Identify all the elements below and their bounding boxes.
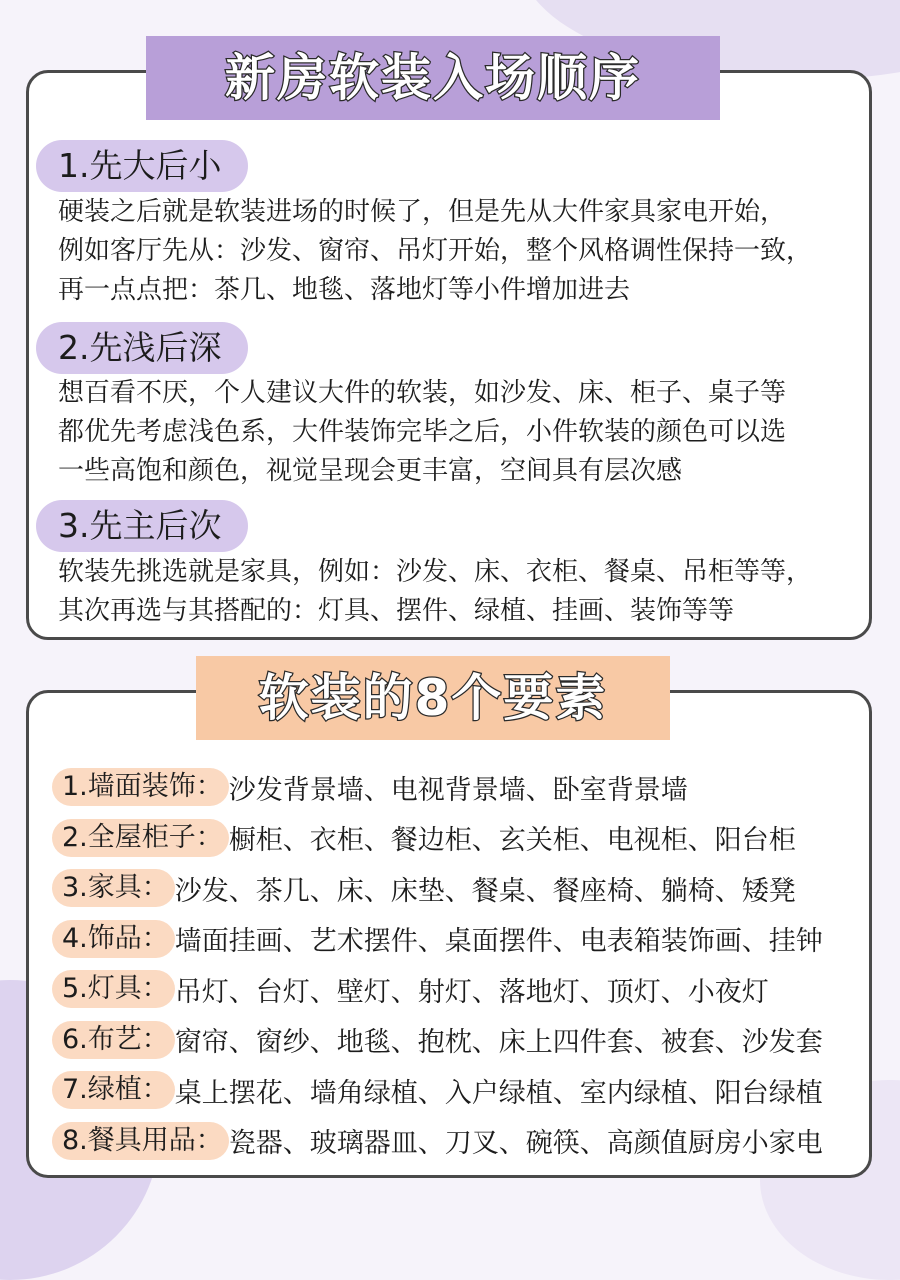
element-value: 吊灯、台灯、壁灯、射灯、落地灯、顶灯、小夜灯 (174, 976, 769, 1008)
element-row (52, 863, 868, 914)
paragraph-line: 都优先考虑浅色系，大件装饰完毕之后，小件软装的颜色可以选 (58, 417, 787, 447)
element-value: 墙面挂画、艺术摆件、桌面摆件、电表箱装饰画、挂钟 (174, 926, 823, 958)
element-row (52, 914, 868, 965)
element-value: 瓷器、玻璃器皿、刀叉、碗筷、高颜值厨房小家电 (228, 1128, 823, 1160)
section1-heading-3: 3.先主后次 (36, 500, 248, 552)
section1-title: 新房软装入场顺序 (146, 36, 720, 120)
paragraph-line: 软装先挑选就是家具，例如：沙发、床、衣柜、餐桌、吊柜等等， (58, 557, 813, 587)
element-value: 窗帘、窗纱、地毯、抱枕、床上四件套、被套、沙发套 (174, 1027, 823, 1059)
element-value: 橱柜、衣柜、餐边柜、玄关柜、电视柜、阳台柜 (228, 825, 796, 857)
element-label: 1.墙面装饰： (52, 768, 229, 806)
section1-paragraph-1 (58, 193, 873, 310)
element-row (52, 964, 868, 1015)
paragraph-line: 其次再选与其搭配的：灯具、摆件、绿植、挂画、装饰等等 (58, 596, 735, 626)
element-row (52, 762, 868, 813)
elements-list (52, 762, 868, 1166)
paragraph-line: 硬装之后就是软装进场的时候了，但是先从大件家具家电开始， (58, 197, 787, 227)
element-label: 5.灯具： (52, 970, 175, 1008)
element-row (52, 813, 868, 864)
element-value: 沙发、茶几、床、床垫、餐桌、餐座椅、躺椅、矮凳 (174, 875, 796, 907)
element-label: 8.餐具用品： (52, 1122, 229, 1160)
paragraph-line: 例如客厅先从：沙发、窗帘、吊灯开始，整个风格调性保持一致， (58, 236, 813, 266)
section1-heading-2: 2.先浅后深 (36, 322, 248, 374)
element-value: 沙发背景墙、电视背景墙、卧室背景墙 (228, 774, 688, 806)
paragraph-line: 一些高饱和颜色，视觉呈现会更丰富，空间具有层次感 (58, 456, 683, 486)
element-label: 3.家具： (52, 869, 175, 907)
section2-title: 软装的8个要素 (196, 656, 670, 740)
element-row (52, 1116, 868, 1167)
element-label: 4.饰品： (52, 920, 175, 958)
element-row (52, 1015, 868, 1066)
section1-paragraph-2 (58, 374, 873, 491)
section1-heading-1: 1.先大后小 (36, 140, 248, 192)
element-label: 6.布艺： (52, 1021, 175, 1059)
element-value: 桌上摆花、墙角绿植、入户绿植、室内绿植、阳台绿植 (174, 1077, 823, 1109)
section1-paragraph-3 (58, 553, 873, 631)
paragraph-line: 再一点点把：茶几、地毯、落地灯等小件增加进去 (58, 275, 631, 305)
element-row (52, 1065, 868, 1116)
element-label: 2.全屋柜子： (52, 819, 229, 857)
paragraph-line: 想百看不厌，个人建议大件的软装，如沙发、床、柜子、桌子等 (58, 378, 787, 408)
element-label: 7.绿植： (52, 1071, 175, 1109)
